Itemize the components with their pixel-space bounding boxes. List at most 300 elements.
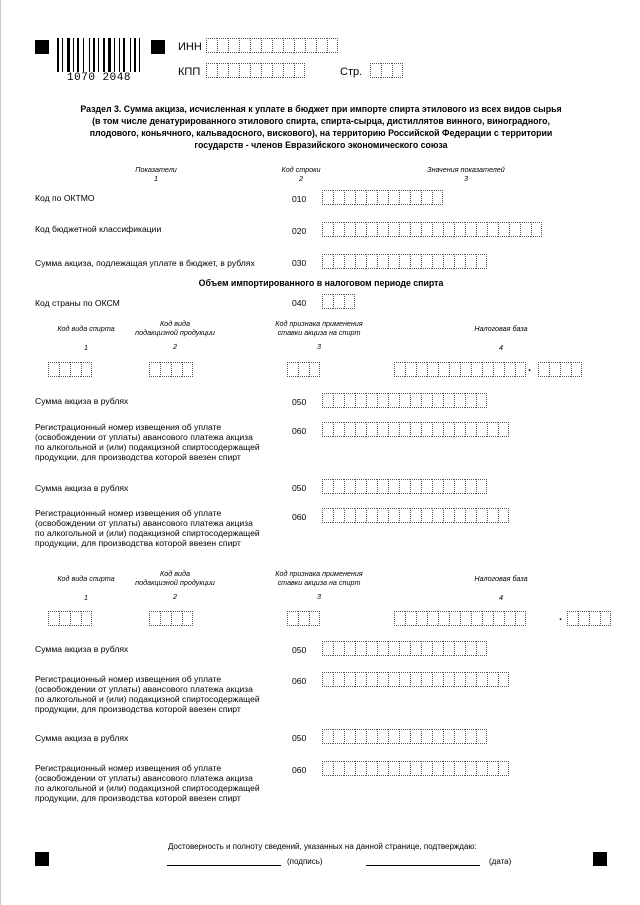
char-cell[interactable] xyxy=(394,362,405,377)
char-cell[interactable] xyxy=(416,362,427,377)
char-cell[interactable] xyxy=(432,729,443,744)
char-cell[interactable] xyxy=(298,611,309,626)
char-cell[interactable] xyxy=(388,422,399,437)
char-cell[interactable] xyxy=(344,190,355,205)
char-cell[interactable] xyxy=(333,761,344,776)
char-cell[interactable] xyxy=(344,729,355,744)
char-cell[interactable] xyxy=(509,222,520,237)
char-cell[interactable] xyxy=(600,611,611,626)
char-cell[interactable] xyxy=(498,508,509,523)
reg-number-label-1b-line1: Регистрационный номер извещения об уплате xyxy=(35,508,222,518)
char-cell[interactable] xyxy=(388,393,399,408)
char-cell[interactable] xyxy=(432,422,443,437)
reg-number-label-2a-line1: Регистрационный номер извещения об уплате xyxy=(35,674,222,684)
char-cell[interactable] xyxy=(322,294,333,309)
spirit-code-field-2[interactable] xyxy=(48,611,92,626)
char-cell[interactable] xyxy=(421,508,432,523)
subheader-product-code-1 xyxy=(125,320,225,352)
char-cell[interactable] xyxy=(355,479,366,494)
char-cell[interactable] xyxy=(366,761,377,776)
char-cell[interactable] xyxy=(476,508,487,523)
char-cell[interactable] xyxy=(388,729,399,744)
char-cell[interactable] xyxy=(287,611,298,626)
char-cell[interactable] xyxy=(399,761,410,776)
char-cell[interactable] xyxy=(443,508,454,523)
tax-base-frac-field-2[interactable] xyxy=(567,611,611,626)
char-cell[interactable] xyxy=(355,190,366,205)
char-cell[interactable] xyxy=(498,761,509,776)
char-cell[interactable] xyxy=(410,761,421,776)
char-cell[interactable] xyxy=(366,672,377,687)
char-cell[interactable] xyxy=(239,63,250,78)
char-cell[interactable] xyxy=(438,362,449,377)
char-cell[interactable] xyxy=(438,611,449,626)
char-cell[interactable] xyxy=(272,38,283,53)
char-cell[interactable] xyxy=(333,672,344,687)
excise-amount-field-2b[interactable] xyxy=(322,729,487,744)
char-cell[interactable] xyxy=(366,641,377,656)
char-cell[interactable] xyxy=(421,761,432,776)
subheader-rate-sign-2-num: 3 xyxy=(317,592,321,601)
char-cell[interactable] xyxy=(432,190,443,205)
char-cell[interactable] xyxy=(228,63,239,78)
tax-base-frac-field-1[interactable] xyxy=(538,362,582,377)
column-header-indicators xyxy=(101,166,211,183)
char-cell[interactable] xyxy=(322,508,333,523)
char-cell[interactable] xyxy=(454,761,465,776)
char-cell[interactable] xyxy=(333,294,344,309)
char-cell[interactable] xyxy=(465,479,476,494)
reg-number-label-2a-line3: по алкогольной и (или) подакцизной спиртосодержащей xyxy=(35,694,260,704)
char-cell[interactable] xyxy=(504,362,515,377)
char-cell[interactable] xyxy=(399,254,410,269)
char-cell[interactable] xyxy=(355,222,366,237)
char-cell[interactable] xyxy=(70,611,81,626)
char-cell[interactable] xyxy=(366,190,377,205)
char-cell[interactable] xyxy=(322,761,333,776)
char-cell[interactable] xyxy=(377,641,388,656)
char-cell[interactable] xyxy=(171,362,182,377)
char-cell[interactable] xyxy=(344,479,355,494)
char-cell[interactable] xyxy=(377,222,388,237)
char-cell[interactable] xyxy=(432,254,443,269)
page-number-field[interactable] xyxy=(370,63,403,78)
char-cell[interactable] xyxy=(454,254,465,269)
subheader-spirit-code-2-num: 1 xyxy=(84,592,88,602)
char-cell[interactable] xyxy=(322,222,333,237)
char-cell[interactable] xyxy=(344,672,355,687)
char-cell[interactable] xyxy=(421,422,432,437)
char-cell[interactable] xyxy=(487,222,498,237)
char-cell[interactable] xyxy=(571,362,582,377)
char-cell[interactable] xyxy=(160,362,171,377)
char-cell[interactable] xyxy=(449,611,460,626)
char-cell[interactable] xyxy=(399,479,410,494)
char-cell[interactable] xyxy=(399,190,410,205)
char-cell[interactable] xyxy=(432,393,443,408)
char-cell[interactable] xyxy=(377,729,388,744)
char-cell[interactable] xyxy=(70,362,81,377)
char-cell[interactable] xyxy=(399,508,410,523)
char-cell[interactable] xyxy=(344,294,355,309)
char-cell[interactable] xyxy=(421,393,432,408)
char-cell[interactable] xyxy=(355,672,366,687)
char-cell[interactable] xyxy=(443,761,454,776)
subheader-product-code-2-num: 2 xyxy=(173,592,177,601)
char-cell[interactable] xyxy=(515,362,526,377)
char-cell[interactable] xyxy=(294,63,305,78)
char-cell[interactable] xyxy=(59,611,70,626)
char-cell[interactable] xyxy=(377,254,388,269)
char-cell[interactable] xyxy=(465,508,476,523)
char-cell[interactable] xyxy=(465,393,476,408)
char-cell[interactable] xyxy=(454,222,465,237)
char-cell[interactable] xyxy=(476,422,487,437)
char-cell[interactable] xyxy=(432,222,443,237)
char-cell[interactable] xyxy=(538,362,549,377)
char-cell[interactable] xyxy=(410,393,421,408)
char-cell[interactable] xyxy=(465,422,476,437)
char-cell[interactable] xyxy=(261,63,272,78)
char-cell[interactable] xyxy=(333,729,344,744)
char-cell[interactable] xyxy=(432,672,443,687)
char-cell[interactable] xyxy=(471,362,482,377)
char-cell[interactable] xyxy=(344,508,355,523)
excise-budget-line-code: 030 xyxy=(292,258,307,268)
char-cell[interactable] xyxy=(322,422,333,437)
char-cell[interactable] xyxy=(410,508,421,523)
char-cell[interactable] xyxy=(81,362,92,377)
char-cell[interactable] xyxy=(443,254,454,269)
char-cell[interactable] xyxy=(182,611,193,626)
char-cell[interactable] xyxy=(449,362,460,377)
char-cell[interactable] xyxy=(487,508,498,523)
char-cell[interactable] xyxy=(578,611,589,626)
char-cell[interactable] xyxy=(589,611,600,626)
char-cell[interactable] xyxy=(377,190,388,205)
char-cell[interactable] xyxy=(454,641,465,656)
char-cell[interactable] xyxy=(498,672,509,687)
char-cell[interactable] xyxy=(322,641,333,656)
char-cell[interactable] xyxy=(405,362,416,377)
char-cell[interactable] xyxy=(309,362,320,377)
char-cell[interactable] xyxy=(421,254,432,269)
char-cell[interactable] xyxy=(394,611,405,626)
char-cell[interactable] xyxy=(410,190,421,205)
char-cell[interactable] xyxy=(487,761,498,776)
product-code-field-1[interactable] xyxy=(149,362,193,377)
char-cell[interactable] xyxy=(294,38,305,53)
char-cell[interactable] xyxy=(421,222,432,237)
char-cell[interactable] xyxy=(333,479,344,494)
char-cell[interactable] xyxy=(333,222,344,237)
char-cell[interactable] xyxy=(388,190,399,205)
char-cell[interactable] xyxy=(443,641,454,656)
char-cell[interactable] xyxy=(366,508,377,523)
char-cell[interactable] xyxy=(416,611,427,626)
char-cell[interactable] xyxy=(410,641,421,656)
char-cell[interactable] xyxy=(476,729,487,744)
excise-budget-field[interactable] xyxy=(322,254,487,269)
char-cell[interactable] xyxy=(298,362,309,377)
barcode-bar xyxy=(93,38,95,72)
char-cell[interactable] xyxy=(377,393,388,408)
char-cell[interactable] xyxy=(443,672,454,687)
char-cell[interactable] xyxy=(399,672,410,687)
char-cell[interactable] xyxy=(366,729,377,744)
char-cell[interactable] xyxy=(355,729,366,744)
signature-line[interactable] xyxy=(167,865,281,866)
reg-number-field-2a[interactable] xyxy=(322,672,509,687)
spirit-code-field-1[interactable] xyxy=(48,362,92,377)
excise-amount-field-1b[interactable] xyxy=(322,479,487,494)
char-cell[interactable] xyxy=(355,393,366,408)
char-cell[interactable] xyxy=(287,362,298,377)
char-cell[interactable] xyxy=(443,222,454,237)
char-cell[interactable] xyxy=(443,422,454,437)
char-cell[interactable] xyxy=(48,362,59,377)
char-cell[interactable] xyxy=(355,422,366,437)
char-cell[interactable] xyxy=(149,362,160,377)
rate-sign-field-2[interactable] xyxy=(287,611,320,626)
char-cell[interactable] xyxy=(427,611,438,626)
barcode xyxy=(57,38,141,72)
char-cell[interactable] xyxy=(465,641,476,656)
char-cell[interactable] xyxy=(48,611,59,626)
char-cell[interactable] xyxy=(410,422,421,437)
oktmo-field[interactable] xyxy=(322,190,443,205)
excise-amount-field-1a[interactable] xyxy=(322,393,487,408)
char-cell[interactable] xyxy=(377,761,388,776)
char-cell[interactable] xyxy=(344,254,355,269)
char-cell[interactable] xyxy=(399,393,410,408)
char-cell[interactable] xyxy=(410,222,421,237)
kpp-field[interactable] xyxy=(206,63,305,78)
char-cell[interactable] xyxy=(228,38,239,53)
char-cell[interactable] xyxy=(432,479,443,494)
char-cell[interactable] xyxy=(549,362,560,377)
char-cell[interactable] xyxy=(504,611,515,626)
char-cell[interactable] xyxy=(421,641,432,656)
char-cell[interactable] xyxy=(476,761,487,776)
char-cell[interactable] xyxy=(498,222,509,237)
char-cell[interactable] xyxy=(567,611,578,626)
char-cell[interactable] xyxy=(465,254,476,269)
char-cell[interactable] xyxy=(531,222,542,237)
char-cell[interactable] xyxy=(493,611,504,626)
reg-number-field-2b[interactable] xyxy=(322,761,509,776)
char-cell[interactable] xyxy=(272,63,283,78)
char-cell[interactable] xyxy=(322,729,333,744)
excise-amount-code-1b: 050 xyxy=(292,483,307,493)
char-cell[interactable] xyxy=(465,672,476,687)
char-cell[interactable] xyxy=(460,611,471,626)
char-cell[interactable] xyxy=(410,672,421,687)
char-cell[interactable] xyxy=(493,362,504,377)
char-cell[interactable] xyxy=(482,611,493,626)
reg-number-field-1b[interactable] xyxy=(322,508,509,523)
char-cell[interactable] xyxy=(366,479,377,494)
char-cell[interactable] xyxy=(443,479,454,494)
char-cell[interactable] xyxy=(476,393,487,408)
char-cell[interactable] xyxy=(427,362,438,377)
char-cell[interactable] xyxy=(405,611,416,626)
char-cell[interactable] xyxy=(443,393,454,408)
char-cell[interactable] xyxy=(355,508,366,523)
char-cell[interactable] xyxy=(432,641,443,656)
kbk-field[interactable] xyxy=(322,222,542,237)
char-cell[interactable] xyxy=(421,729,432,744)
tax-base-int-field-2[interactable] xyxy=(394,611,526,626)
char-cell[interactable] xyxy=(498,422,509,437)
subheader-product-code-1-line2: подакцизной продукции xyxy=(135,327,215,337)
char-cell[interactable] xyxy=(399,729,410,744)
char-cell[interactable] xyxy=(487,422,498,437)
char-cell[interactable] xyxy=(476,641,487,656)
char-cell[interactable] xyxy=(366,254,377,269)
char-cell[interactable] xyxy=(344,422,355,437)
char-cell[interactable] xyxy=(316,38,327,53)
char-cell[interactable] xyxy=(217,63,228,78)
char-cell[interactable] xyxy=(421,479,432,494)
inn-field[interactable] xyxy=(206,38,338,53)
char-cell[interactable] xyxy=(366,222,377,237)
char-cell[interactable] xyxy=(322,254,333,269)
char-cell[interactable] xyxy=(520,222,531,237)
char-cell[interactable] xyxy=(344,761,355,776)
char-cell[interactable] xyxy=(322,190,333,205)
char-cell[interactable] xyxy=(476,672,487,687)
char-cell[interactable] xyxy=(471,611,482,626)
char-cell[interactable] xyxy=(366,393,377,408)
char-cell[interactable] xyxy=(454,422,465,437)
char-cell[interactable] xyxy=(410,479,421,494)
char-cell[interactable] xyxy=(344,222,355,237)
char-cell[interactable] xyxy=(454,729,465,744)
char-cell[interactable] xyxy=(305,38,316,53)
char-cell[interactable] xyxy=(377,479,388,494)
subheader-rate-sign-1-line2: ставки акциза на спирт xyxy=(277,327,361,337)
char-cell[interactable] xyxy=(392,63,403,78)
char-cell[interactable] xyxy=(149,611,160,626)
char-cell[interactable] xyxy=(399,222,410,237)
char-cell[interactable] xyxy=(399,422,410,437)
oksm-field[interactable] xyxy=(322,294,355,309)
char-cell[interactable] xyxy=(344,393,355,408)
char-cell[interactable] xyxy=(239,38,250,53)
char-cell[interactable] xyxy=(388,641,399,656)
char-cell[interactable] xyxy=(171,611,182,626)
char-cell[interactable] xyxy=(460,362,471,377)
char-cell[interactable] xyxy=(377,422,388,437)
char-cell[interactable] xyxy=(421,190,432,205)
section-title-line-4: государств - членов Евразийского экономического союза xyxy=(194,140,448,150)
char-cell[interactable] xyxy=(333,508,344,523)
section-title-line-2: (в том числе денатурированного этилового спирта, спирта-сырца, дистиллятов винного, виноградного, xyxy=(92,116,550,126)
char-cell[interactable] xyxy=(388,479,399,494)
char-cell[interactable] xyxy=(443,729,454,744)
char-cell[interactable] xyxy=(182,362,193,377)
char-cell[interactable] xyxy=(370,63,381,78)
char-cell[interactable] xyxy=(454,672,465,687)
char-cell[interactable] xyxy=(81,611,92,626)
char-cell[interactable] xyxy=(388,222,399,237)
char-cell[interactable] xyxy=(327,38,338,53)
char-cell[interactable] xyxy=(388,508,399,523)
char-cell[interactable] xyxy=(250,63,261,78)
char-cell[interactable] xyxy=(333,254,344,269)
char-cell[interactable] xyxy=(410,729,421,744)
barcode-bar xyxy=(77,38,79,72)
char-cell[interactable] xyxy=(476,254,487,269)
char-cell[interactable] xyxy=(377,672,388,687)
char-cell[interactable] xyxy=(465,222,476,237)
char-cell[interactable] xyxy=(454,479,465,494)
char-cell[interactable] xyxy=(333,190,344,205)
char-cell[interactable] xyxy=(560,362,571,377)
char-cell[interactable] xyxy=(377,508,388,523)
product-code-field-2[interactable] xyxy=(149,611,193,626)
char-cell[interactable] xyxy=(515,611,526,626)
char-cell[interactable] xyxy=(355,641,366,656)
subheader-rate-sign-1-num: 3 xyxy=(317,342,321,351)
char-cell[interactable] xyxy=(366,422,377,437)
char-cell[interactable] xyxy=(160,611,171,626)
char-cell[interactable] xyxy=(410,254,421,269)
char-cell[interactable] xyxy=(476,479,487,494)
char-cell[interactable] xyxy=(283,63,294,78)
char-cell[interactable] xyxy=(421,672,432,687)
reg-number-field-1a[interactable] xyxy=(322,422,509,437)
char-cell[interactable] xyxy=(322,672,333,687)
char-cell[interactable] xyxy=(454,393,465,408)
char-cell[interactable] xyxy=(465,761,476,776)
char-cell[interactable] xyxy=(399,641,410,656)
char-cell[interactable] xyxy=(388,761,399,776)
char-cell[interactable] xyxy=(344,641,355,656)
char-cell[interactable] xyxy=(250,38,261,53)
excise-amount-field-2a[interactable] xyxy=(322,641,487,656)
rate-sign-field-1[interactable] xyxy=(287,362,320,377)
char-cell[interactable] xyxy=(206,38,217,53)
char-cell[interactable] xyxy=(454,508,465,523)
char-cell[interactable] xyxy=(333,393,344,408)
char-cell[interactable] xyxy=(482,362,493,377)
char-cell[interactable] xyxy=(333,422,344,437)
char-cell[interactable] xyxy=(388,672,399,687)
char-cell[interactable] xyxy=(487,672,498,687)
char-cell[interactable] xyxy=(388,254,399,269)
char-cell[interactable] xyxy=(322,479,333,494)
tax-base-int-field-1[interactable] xyxy=(394,362,526,377)
date-line[interactable] xyxy=(366,865,480,866)
char-cell[interactable] xyxy=(333,641,344,656)
char-cell[interactable] xyxy=(355,254,366,269)
char-cell[interactable] xyxy=(309,611,320,626)
char-cell[interactable] xyxy=(381,63,392,78)
char-cell[interactable] xyxy=(432,761,443,776)
char-cell[interactable] xyxy=(261,38,272,53)
char-cell[interactable] xyxy=(217,38,228,53)
char-cell[interactable] xyxy=(59,362,70,377)
char-cell[interactable] xyxy=(432,508,443,523)
char-cell[interactable] xyxy=(355,761,366,776)
char-cell[interactable] xyxy=(206,63,217,78)
char-cell[interactable] xyxy=(283,38,294,53)
char-cell[interactable] xyxy=(465,729,476,744)
char-cell[interactable] xyxy=(322,393,333,408)
char-cell[interactable] xyxy=(476,222,487,237)
